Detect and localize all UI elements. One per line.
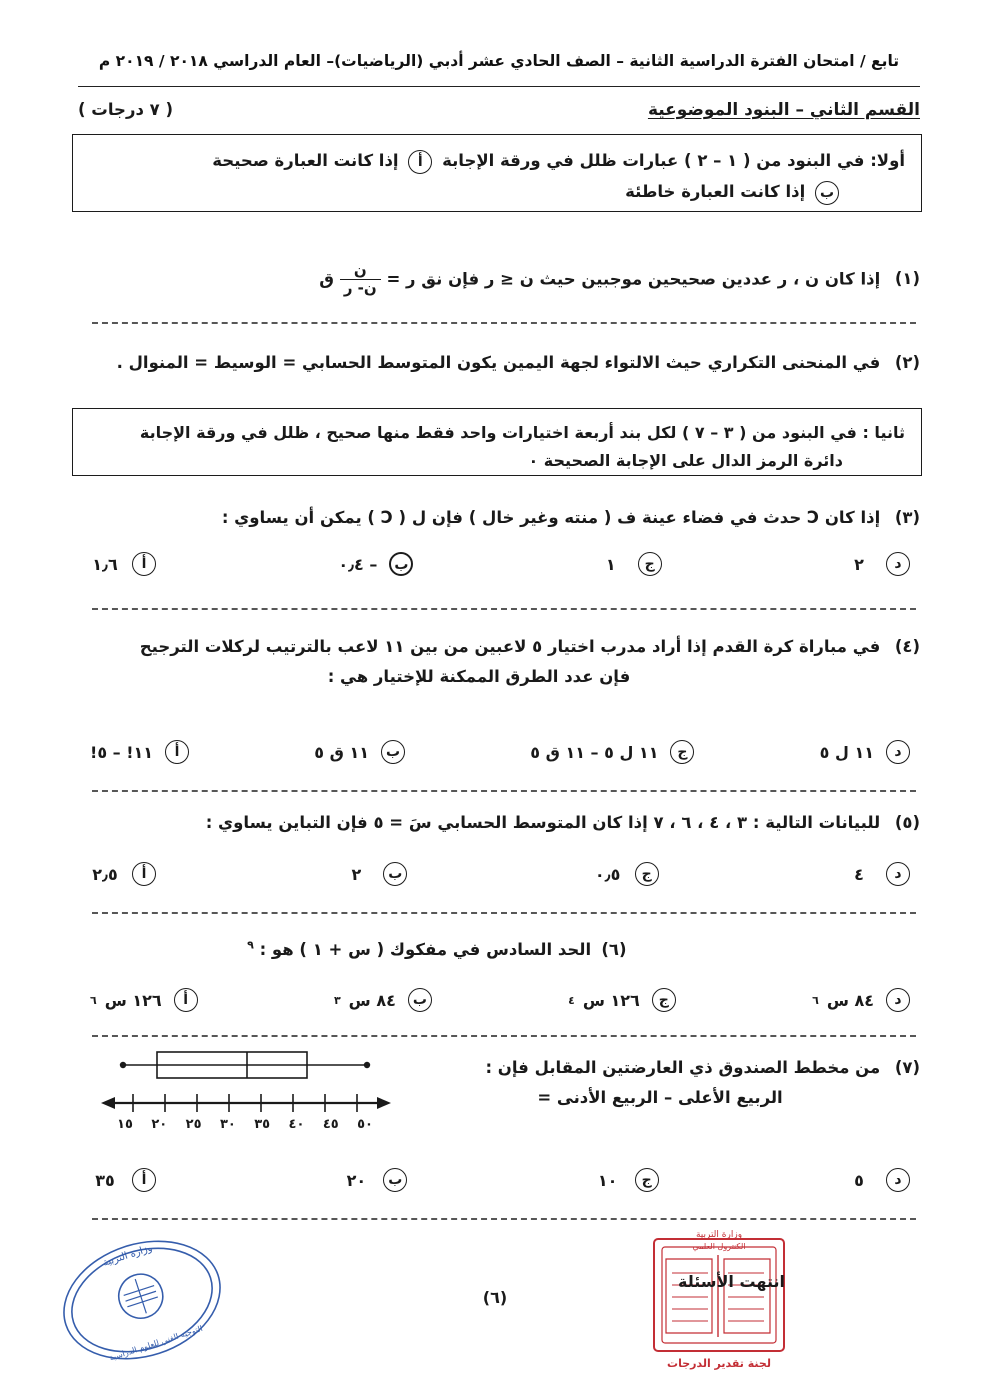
question-6 (78, 935, 920, 965)
question-5-body: للبيانات التالية : ٣ ، ٤ ، ٦ ، ٧ إذا كان المتوسط الحسابي سَ = ٥ فإن التباين يساوي : (205, 813, 881, 832)
option-circle-c[interactable]: ج (635, 1168, 659, 1192)
option-value-a: ٢٫٥ (92, 864, 118, 884)
option-circle-d[interactable]: د (886, 1168, 910, 1192)
axis-tick-0: ١٥ (117, 1117, 133, 1132)
option-7-c[interactable] (593, 1168, 663, 1192)
question-4-body-1: في مباراة كرة القدم إذا أراد مدرب اختيار ٥ لاعبين من بين ١١ لاعب بالترتيب لركلات الترجيح (139, 637, 881, 656)
question-6-options (90, 988, 914, 1012)
page-number: (٦) (482, 1288, 508, 1307)
option-4-b[interactable] (314, 740, 409, 764)
instruction-text-a: أولا: في البنود من ( ١ – ٢ ) عبارات ظلل في ورقة الإجابة (442, 151, 905, 170)
option-value-b: – ٠٫٤ (338, 554, 378, 574)
option-circle-d[interactable]: د (886, 988, 910, 1012)
option-circle-b[interactable]: ب (389, 552, 413, 576)
question-5-text (78, 808, 920, 838)
boxplot-figure (95, 1045, 395, 1140)
option-power-d: ٦ (812, 993, 819, 1007)
option-value-c: ٠٫٥ (594, 864, 621, 884)
option-4-d[interactable] (820, 740, 914, 764)
option-value-a: ١١! – ٥! (90, 742, 154, 762)
section-marks: ( ٧ درجات ) (78, 100, 174, 119)
option-6-a[interactable] (90, 988, 202, 1012)
question-1-fraction (340, 262, 381, 298)
option-3-c[interactable] (596, 552, 666, 576)
red-stamp-line1: وزارة التربية (695, 1230, 743, 1240)
question-1-text (78, 262, 920, 298)
option-value-d: ٤ (854, 864, 864, 884)
page-header: تابع / امتحان الفترة الدراسية الثانية – الصف الحادي عشر أدبي (الرياضيات)– العام الدراسي ٢٠١٨ / ٢٠١٩ م (98, 52, 900, 70)
divider-after-q3 (92, 608, 916, 610)
instruction-box-first (72, 134, 922, 212)
header-divider (78, 86, 920, 87)
option-value-b: ٢ (351, 864, 362, 884)
question-1-fraction-symbol: ق (319, 269, 335, 289)
option-6-c[interactable] (568, 988, 680, 1012)
axis-tick-7: ٥٠ (357, 1117, 373, 1132)
question-4-text-line1 (78, 632, 920, 662)
question-4-options (90, 740, 914, 764)
question-4-number: (٤) (894, 637, 920, 656)
option-value-a: ١٫٦ (92, 554, 118, 574)
option-5-c[interactable] (593, 862, 663, 886)
option-7-a[interactable] (90, 1168, 160, 1192)
axis-tick-5: ٤٠ (288, 1117, 305, 1132)
blue-stamp-bottom-text: التوجيه الفني للعلوم الدراسية (108, 1323, 204, 1363)
option-value-d: ٥ (854, 1170, 864, 1190)
question-3 (78, 503, 920, 533)
option-4-c[interactable] (530, 740, 698, 764)
instruction2-line-1: ثانيا : في البنود من ( ٣ – ٧ ) لكل بند أربعة اختيارات واحد فقط منها صحيح ، ظلل في ورقة الإجابة (139, 423, 905, 442)
question-3-options (90, 552, 914, 576)
option-circle-d[interactable]: د (886, 862, 910, 886)
question-3-body: إذا كان Ↄ حدث في فضاء عينة ف ( منته وغير خال ) فإن ل ( Ↄ ) يمكن أن يساوي : (221, 508, 881, 527)
option-value-c: ١٢٦ س (582, 990, 640, 1010)
divider-after-q5 (92, 912, 916, 914)
question-5-options (90, 862, 914, 886)
question-1-equals: = (386, 269, 401, 289)
question-7-options (90, 1168, 914, 1192)
question-1-body: إذا كان ن ، ر عددين صحيحين موجبين حيث ن ≤ ر فإن (448, 269, 881, 289)
instruction-text-a-desc: إذا كانت العبارة صحيحة (212, 151, 399, 170)
question-7-body-1: من مخطط الصندوق ذي العارضتين المقابل فإن : (485, 1058, 881, 1077)
axis-tick-2: ٢٥ (185, 1117, 202, 1132)
question-5-number: (٥) (894, 813, 920, 832)
option-circle-d[interactable]: د (886, 740, 910, 764)
question-4 (78, 632, 920, 691)
question-2-number: (٢) (894, 353, 920, 372)
axis-tick-4: ٣٥ (254, 1117, 271, 1132)
red-stamp-line3: لجنة تقدير الدرجات (667, 1357, 771, 1370)
option-6-d[interactable] (812, 988, 914, 1012)
option-4-a[interactable] (90, 740, 193, 764)
option-power-c: ٤ (568, 993, 575, 1007)
option-value-b: ٨٤ س (348, 990, 396, 1010)
option-5-a[interactable] (90, 862, 160, 886)
option-circle-b[interactable]: ب (815, 181, 839, 205)
question-1-number: (١) (894, 269, 920, 289)
fraction-numerator: ن (340, 262, 381, 280)
question-2-body: في المنحنى التكراري حيث الالتواء لجهة اليمين يكون المتوسط الحسابي = الوسيط = المنوال . (116, 353, 881, 372)
divider-after-q4 (92, 790, 916, 792)
option-value-b: ٢٠ (346, 1170, 367, 1190)
question-7-number: (٧) (894, 1058, 920, 1077)
option-value-c: ١١ ل ٥ – ١١ ق ٥ (530, 742, 659, 762)
axis-tick-3: ٣٠ (219, 1117, 236, 1132)
option-value-d: ٨٤ س (826, 990, 874, 1010)
option-3-d[interactable] (844, 552, 914, 576)
instruction-line-1 (89, 145, 905, 176)
option-value-a: ١٢٦ س (104, 990, 162, 1010)
option-circle-c[interactable]: ج (652, 988, 676, 1012)
section-title: القسم الثاني – البنود الموضوعية (647, 100, 920, 120)
option-value-d: ١١ ل ٥ (819, 742, 874, 762)
question-1 (78, 262, 920, 298)
divider-after-q6 (92, 1035, 916, 1037)
option-power-a: ٦ (90, 993, 97, 1007)
option-circle-a[interactable]: أ (132, 1168, 156, 1192)
option-value-b: ١١ ق ٥ (314, 742, 370, 762)
axis-tick-6: ٤٥ (322, 1117, 339, 1132)
question-7-text-line2: الربيع الأعلى – الربيع الأدنى = (537, 1087, 783, 1107)
question-5 (78, 808, 920, 838)
option-circle-b[interactable]: ب (381, 740, 405, 764)
option-power-b: ٣ (333, 993, 341, 1007)
question-7 (400, 1053, 920, 1112)
question-6-text (78, 935, 920, 965)
question-7-text-line1 (400, 1053, 920, 1083)
blue-stamp-top-text: وزارة التربية (101, 1242, 154, 1269)
option-circle-b[interactable]: ب (408, 988, 432, 1012)
option-circle-a[interactable]: أ (174, 988, 198, 1012)
option-5-b[interactable] (341, 862, 411, 886)
question-2-text (78, 348, 920, 378)
option-circle-c[interactable]: ج (635, 862, 659, 886)
instruction-text-b-desc: إذا كانت العبارة خاطئة (625, 182, 806, 202)
option-circle-c[interactable]: ج (670, 740, 694, 764)
option-6-b[interactable] (334, 988, 436, 1012)
question-2 (78, 348, 920, 378)
option-circle-a[interactable]: أ (408, 150, 432, 174)
divider-after-q1 (92, 322, 916, 324)
option-circle-d[interactable]: د (886, 552, 910, 576)
question-6-body: الحد السادس في مفكوك ( س + ١ ) هو : (259, 940, 592, 959)
option-circle-b[interactable]: ب (383, 862, 407, 886)
question-6-number: (٦) (601, 940, 627, 959)
option-value-a: ٣٥ (95, 1170, 115, 1190)
option-3-a[interactable] (90, 552, 160, 576)
option-7-d[interactable] (844, 1168, 914, 1192)
section-header (78, 100, 920, 120)
divider-after-q7 (92, 1218, 916, 1220)
option-circle-c[interactable]: ج (638, 552, 662, 576)
question-3-number: (٣) (894, 508, 920, 527)
option-value-d: ٢ (854, 554, 864, 574)
fraction-denominator: ن- ر (343, 279, 377, 298)
instruction2-line-2: دائرة الرمز الدال على الإجابة الصحيحة ٠ (528, 451, 843, 470)
option-7-b[interactable] (341, 1168, 411, 1192)
option-circle-a[interactable]: أ (165, 740, 189, 764)
question-4-text-line2: فإن عدد الطرق الممكنة للإختيار هي : (327, 666, 631, 686)
option-5-d[interactable] (844, 862, 914, 886)
end-of-questions: انتهت الأسئلة (678, 1272, 785, 1291)
option-3-b[interactable] (338, 552, 417, 576)
red-stamp-line2: الكنترول العلمي (692, 1242, 746, 1251)
question-3-text (78, 503, 920, 533)
option-value-c: ١٠ (597, 1170, 618, 1190)
question-6-power: ٩ (247, 938, 254, 952)
option-circle-a[interactable]: أ (132, 862, 156, 886)
axis-tick-1: ٢٠ (151, 1117, 168, 1132)
option-value-c: ١ (605, 554, 616, 574)
boxplot-axis-labels (95, 1117, 395, 1132)
question-1-expr-left: نق ر (406, 269, 443, 289)
instruction-box-second (72, 408, 922, 476)
option-circle-b[interactable]: ب (383, 1168, 407, 1192)
instruction-line-2 (89, 176, 905, 207)
option-circle-a[interactable]: أ (132, 552, 156, 576)
